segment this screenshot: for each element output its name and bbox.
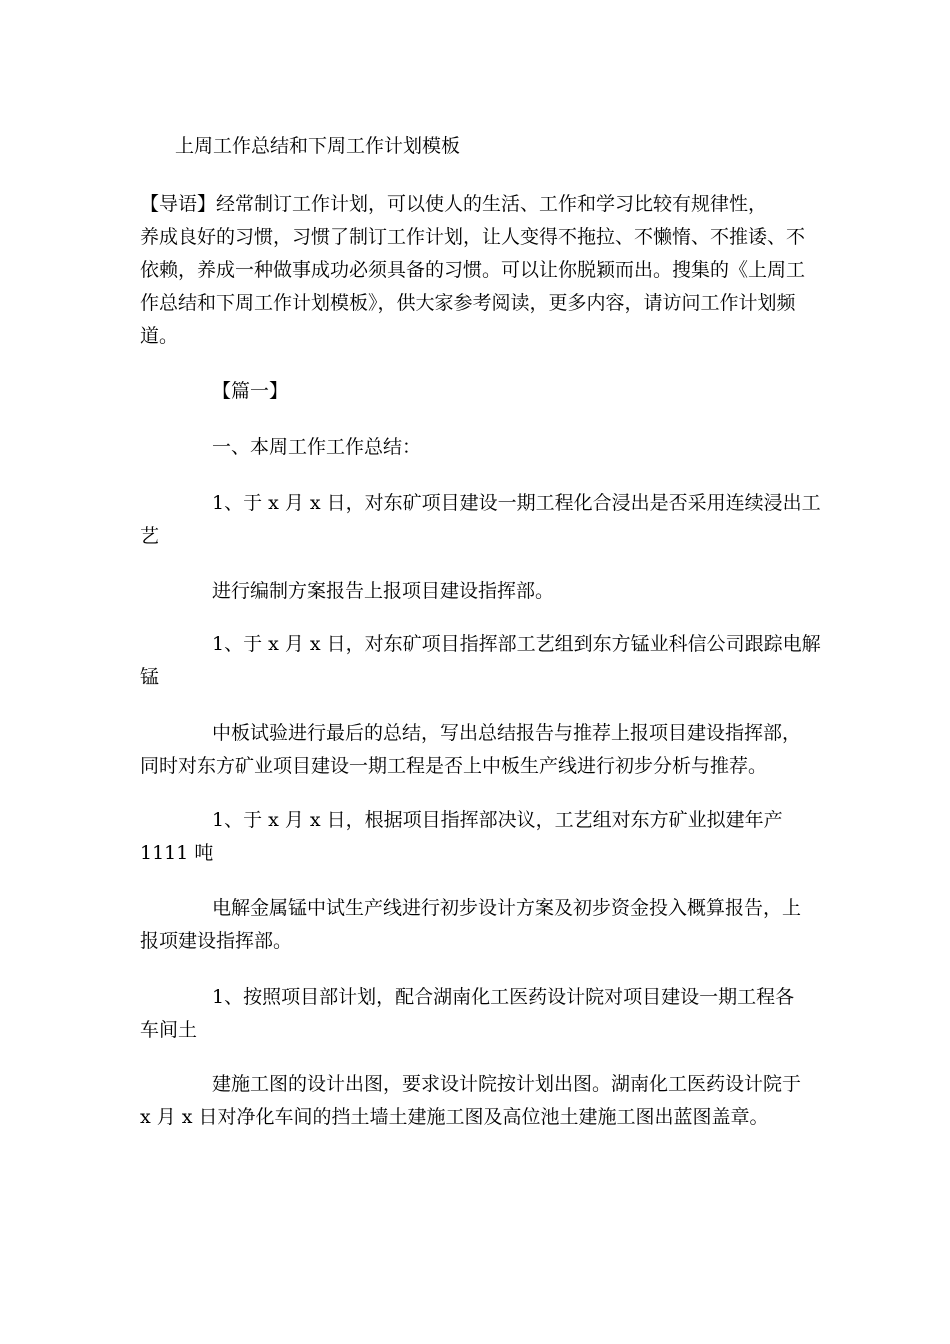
intro-line: 作总结和下周工作计划模板》，供大家参考阅读，更多内容，请访问工作计划频 [140,292,796,314]
item-line: 锰 [140,666,160,688]
item-line: 艺 [140,525,160,547]
item-line: 1、按照项目部计划，配合湖南化工医药设计院对项目建设一期工程各 [212,986,795,1008]
intro-line: 【导语】经常制订工作计划，可以使人的生活、工作和学习比较有规律性， [140,193,768,215]
item-line: 同时对东方矿业项目建设一期工程是否上中板生产线进行初步分析与推荐。 [140,755,768,777]
item-line: 建施工图的设计出图，要求设计院按计划出图。湖南化工医药设计院于 [212,1073,802,1095]
section-heading: 【篇一】 [212,380,289,402]
item-line: 报项建设指挥部。 [140,930,293,952]
item-line: 1、于 x 月 x 日，根据项目指挥部决议，工艺组对东方矿业拟建年产 [212,809,783,831]
item-line: 中板试验进行最后的总结，写出总结报告与推荐上报项目建设指挥部， [212,722,802,744]
item-line: 进行编制方案报告上报项目建设指挥部。 [212,580,555,602]
item-line: 1、于 x 月 x 日，对东矿项目建设一期工程化合浸出是否采用连续浸出工 [212,492,821,514]
item-line: 1、于 x 月 x 日，对东矿项目指挥部工艺组到东方锰业科信公司跟踪电解 [212,633,821,655]
intro-line: 养成良好的习惯，习惯了制订工作计划，让人变得不拖拉、不懒惰、不推诿、不 [140,226,806,248]
document-title: 上周工作总结和下周工作计划模板 [175,135,461,157]
intro-line: 依赖，养成一种做事成功必须具备的习惯。可以让你脱颖而出。搜集的《上周工 [140,259,806,281]
item-line: 车间土 [140,1019,198,1041]
item-line: 1111 吨 [140,842,214,864]
subheading: 一、本周工作工作总结： [212,436,422,458]
item-line: 电解金属锰中试生产线进行初步设计方案及初步资金投入概算报告，上 [212,897,802,919]
intro-line: 道。 [140,325,179,347]
item-line: x 月 x 日对净化车间的挡土墙土建施工图及高位池土建施工图出蓝图盖章。 [140,1106,769,1128]
